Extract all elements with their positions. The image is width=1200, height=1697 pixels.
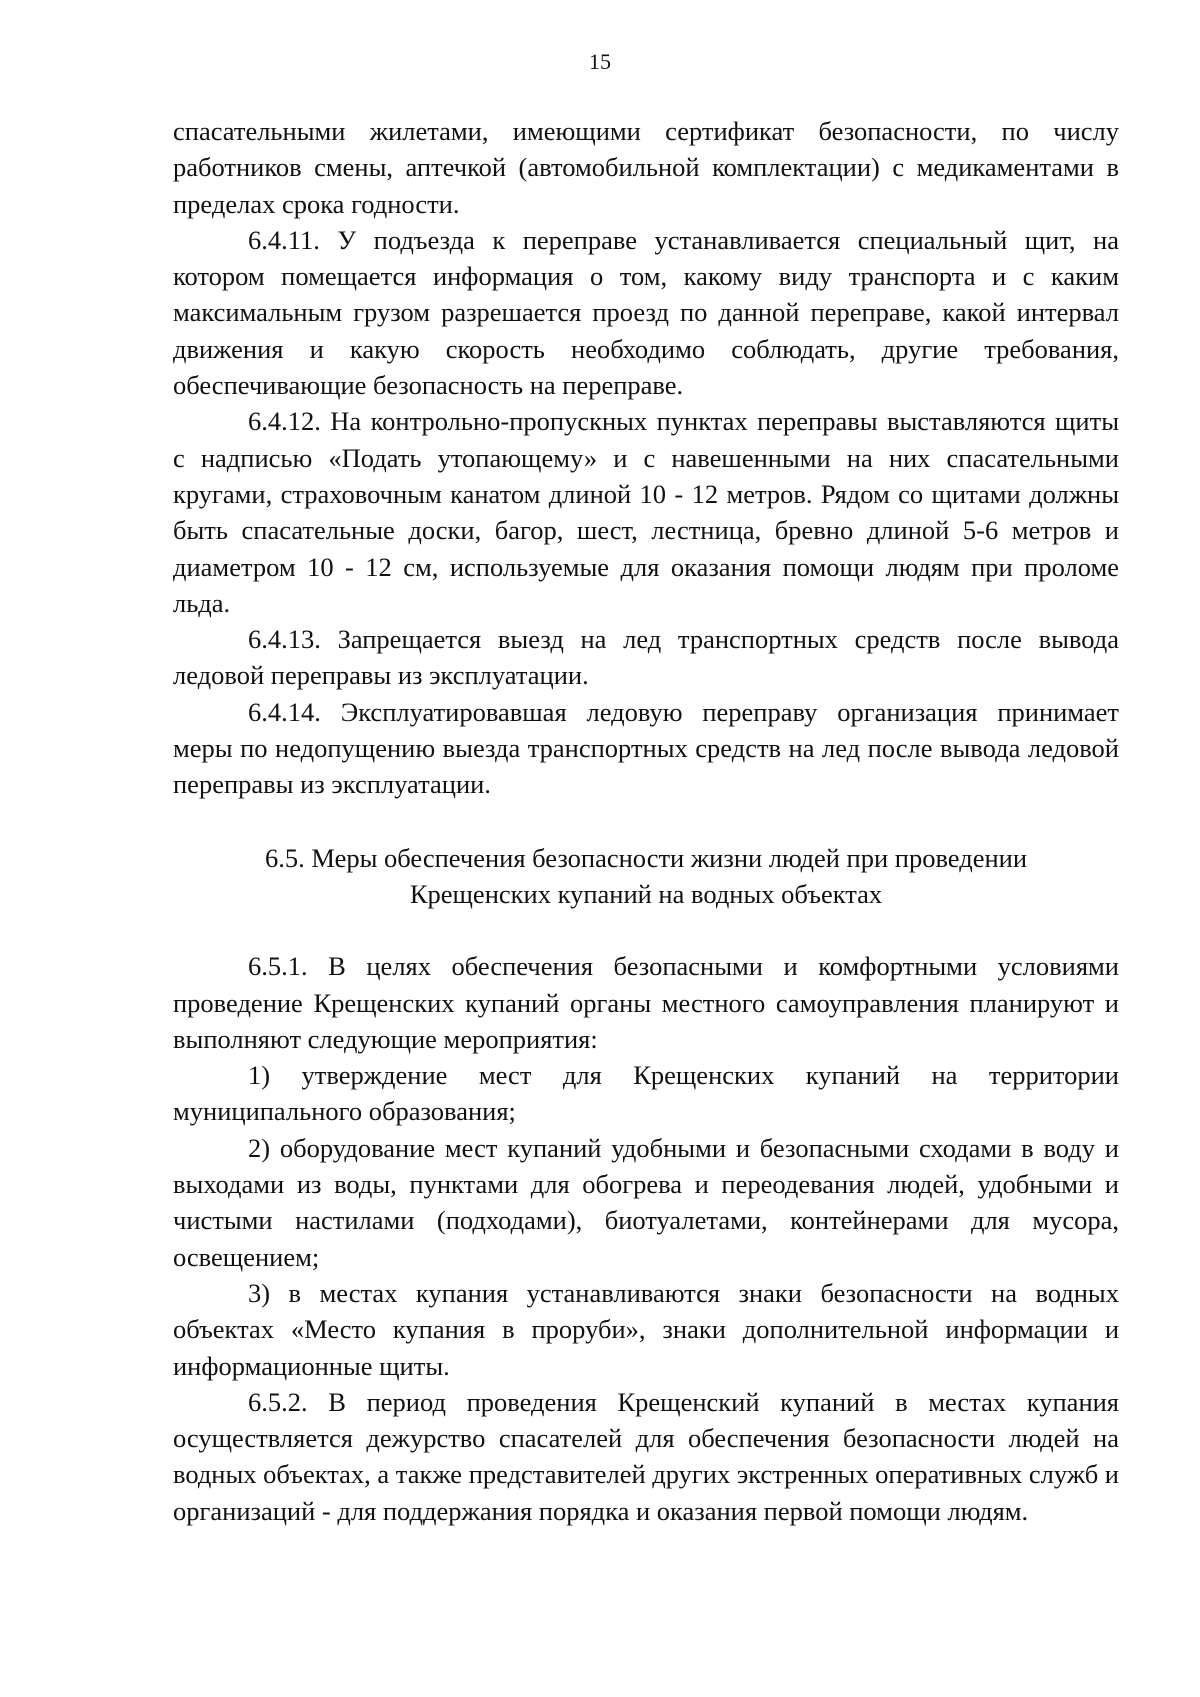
paragraph-6-4-14: 6.4.14. Эксплуатировавшая ледовую переправу организация принимает меры по недопущению выезда транспортных средств на лед после вывода ледовой переправы из эксплуатации. bbox=[173, 696, 1119, 800]
paragraph-6-4-12: 6.4.12. На контрольно-пропускных пунктах переправы выставляются щиты с надписью «Подать утопающему» и с навешенными на них спасательными кругами, страховочным канатом длиной 10 - 12 метров. Рядом со щитами должны быть спасательные доски, багор, шест, лестница, бревно длиной 5-6 метров и диаметром 10 - 12 см, используемые для оказания помощи людям при проломе льда. bbox=[173, 406, 1119, 618]
page-number: 15 bbox=[589, 49, 611, 74]
list-item-2: 2) оборудование мест купаний удобными и безопасными сходами в воду и выходами из воды, пунктами для обогрева и переодевания людей, удобными и чистыми настилами (подходами), биотуалетами, контейнерами для мусора, освещением; bbox=[173, 1132, 1119, 1272]
section-heading bbox=[173, 840, 1119, 913]
list-item-1: 1) утверждение мест для Крещенских купаний на территории муниципального образования; bbox=[173, 1060, 1119, 1127]
document-body bbox=[173, 113, 1119, 1529]
paragraph: спасательными жилетами, имеющими сертификат безопасности, по числу работников смены, аптечкой (автомобильной комплектации) с медикаментами в пределах срока годности. bbox=[173, 116, 1119, 219]
paragraph-6-5-1: 6.5.1. В целях обеспечения безопасными и комфортными условиями проведение Крещенских купаний органы местного самоуправления планируют и выполняют следующие мероприятия: bbox=[173, 951, 1119, 1054]
section-heading-line-1: 6.5. Меры обеспечения безопасности жизни людей при проведении bbox=[264, 842, 1028, 873]
section-heading-line-2: Крещенских купаний на водных объектах bbox=[409, 878, 883, 909]
paragraph-6-4-13: 6.4.13. Запрещается выезд на лед транспортных средств после вывода ледовой переправы из эксплуатации. bbox=[173, 624, 1119, 691]
list-item-3: 3) в местах купания устанавливаются знаки безопасности на водных объектах «Место купания в проруби», знаки дополнительной информации и информационные щиты. bbox=[173, 1277, 1119, 1381]
paragraph-6-4-11: 6.4.11. У подъезда к переправе устанавливается специальный щит, на котором помещается информация о том, какому виду транспорта и с каким максимальным грузом разрешается проезд по данной переправе, какой интервал движения и какую скорость необходимо соблюдать, другие требования, обеспечивающие безопасность на переправе. bbox=[173, 224, 1119, 401]
paragraph-6-5-2: 6.5.2. В период проведения Крещенский купаний в местах купания осуществляется дежурство спасателей для обеспечения безопасности людей на водных объектах, а также представителей других экстренных оперативных служб и организаций - для поддержания порядка и оказания первой помощи людям. bbox=[173, 1386, 1119, 1526]
